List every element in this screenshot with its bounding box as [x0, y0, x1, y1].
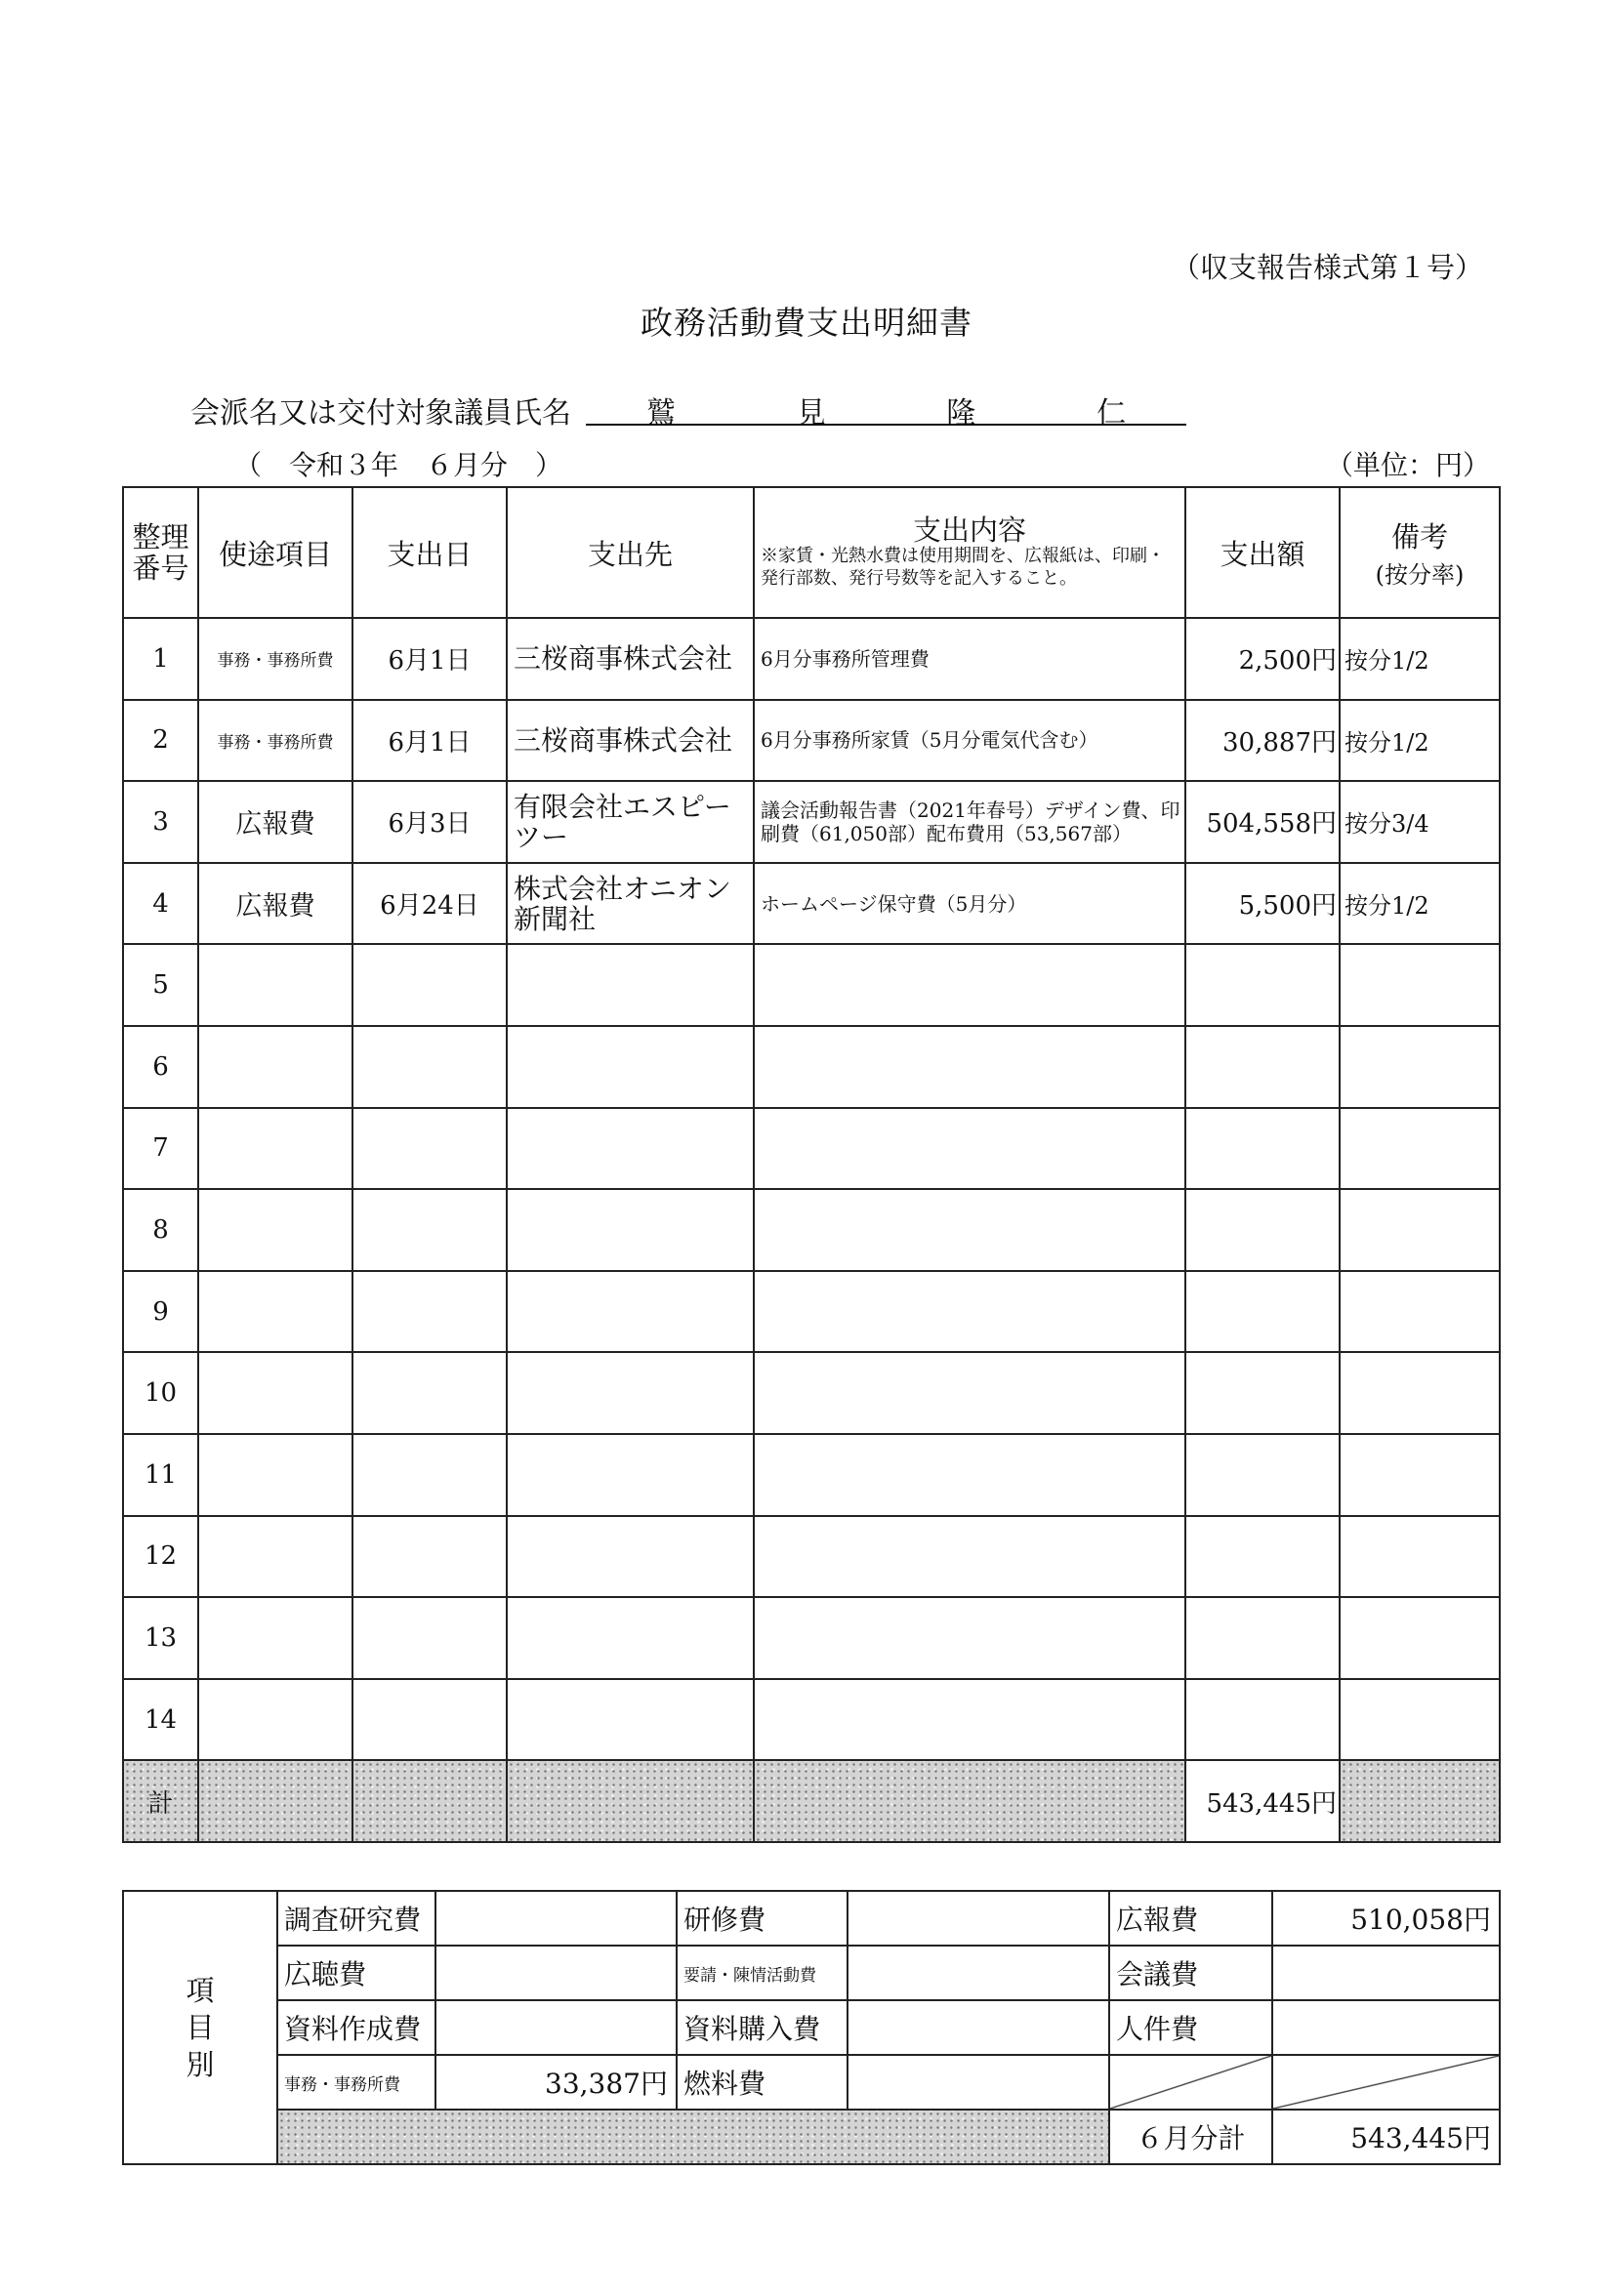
row-note: 按分1/2	[1340, 863, 1500, 945]
table-row	[123, 1189, 1500, 1271]
row-no: 10	[123, 1352, 198, 1434]
row-date	[352, 1679, 507, 1761]
document-title: 政務活動費支出明細書	[641, 304, 972, 342]
table-row	[123, 1597, 1500, 1679]
row-category	[198, 1679, 352, 1761]
total-amount: 543,445円	[1185, 1760, 1340, 1842]
doc-purchase-label: 資料購入費	[677, 2000, 848, 2055]
fuel-label: 燃料費	[677, 2055, 848, 2110]
training-value	[848, 1891, 1109, 1946]
petition-label: 要請・陳情活動費	[677, 1946, 848, 2000]
row-content	[754, 1271, 1185, 1353]
row-content	[754, 1189, 1185, 1271]
row-date	[352, 944, 507, 1026]
row-no: 9	[123, 1271, 198, 1353]
row-no: 13	[123, 1597, 198, 1679]
row-amount	[1185, 1189, 1340, 1271]
row-category: 事務・事務所費	[198, 618, 352, 700]
row-no: 1	[123, 618, 198, 700]
header-no: 整理番号	[123, 487, 198, 618]
header-content	[754, 487, 1185, 618]
row-no: 5	[123, 944, 198, 1026]
hearing-value	[435, 1946, 677, 2000]
row-no: 8	[123, 1189, 198, 1271]
month-total-label: ６月分計	[1109, 2110, 1272, 2164]
row-payee	[507, 1516, 754, 1598]
member-name	[586, 389, 1186, 431]
row-payee: 三桜商事株式会社	[507, 618, 754, 700]
expense-detail-table	[122, 486, 1501, 1843]
total-shaded-cell	[352, 1760, 507, 1842]
row-content: 6月分事務所管理費	[754, 618, 1185, 700]
row-date	[352, 1434, 507, 1516]
row-date	[352, 1516, 507, 1598]
row-category	[198, 1271, 352, 1353]
header-content-title: 支出内容	[912, 513, 1026, 547]
meeting-value	[1272, 1946, 1500, 2000]
header-category: 使途項目	[198, 487, 352, 618]
table-row	[123, 1679, 1500, 1761]
row-payee	[507, 1434, 754, 1516]
table-row	[123, 1108, 1500, 1190]
training-label: 研修費	[677, 1891, 848, 1946]
row-no: 6	[123, 1026, 198, 1108]
row-content	[754, 1352, 1185, 1434]
meeting-label: 会議費	[1109, 1946, 1272, 2000]
table-row	[123, 781, 1500, 863]
row-date: 6月24日	[352, 863, 507, 945]
total-shaded-cell	[198, 1760, 352, 1842]
table-row	[123, 944, 1500, 1026]
row-no: 4	[123, 863, 198, 945]
member-name-char: 仁	[1096, 396, 1127, 430]
summary-row	[123, 1946, 1500, 2000]
header-payee: 支出先	[507, 487, 754, 618]
row-content	[754, 1597, 1185, 1679]
month-total-value: 543,445円	[1272, 2110, 1500, 2164]
table-row	[123, 1026, 1500, 1108]
row-content	[754, 1434, 1185, 1516]
row-note	[1340, 1108, 1500, 1190]
row-no: 3	[123, 781, 198, 863]
total-shaded-cell	[1340, 1760, 1500, 1842]
diagonal-empty-cell	[1109, 2055, 1272, 2110]
row-category: 広報費	[198, 863, 352, 945]
table-row	[123, 1271, 1500, 1353]
row-content: ホームページ保守費（5月分）	[754, 863, 1185, 945]
row-category	[198, 1434, 352, 1516]
petition-value	[848, 1946, 1109, 2000]
summary-row	[123, 2000, 1500, 2055]
side-char: 目	[186, 2011, 215, 2044]
row-date: 6月1日	[352, 700, 507, 782]
row-content: 議会活動報告書（2021年春号）デザイン費、印刷費（61,050部）配布費用（53,567部）	[754, 781, 1185, 863]
row-date: 6月3日	[352, 781, 507, 863]
row-amount	[1185, 1434, 1340, 1516]
diagonal-empty-cell	[1272, 2055, 1500, 2110]
table-row	[123, 700, 1500, 782]
row-no: 14	[123, 1679, 198, 1761]
member-name-char: 見	[796, 396, 826, 430]
row-date	[352, 1108, 507, 1190]
hearing-label: 広聴費	[277, 1946, 435, 2000]
header-remarks-sub: (按分率)	[1375, 561, 1465, 589]
row-date	[352, 1597, 507, 1679]
header-remarks	[1340, 487, 1500, 618]
office-label: 事務・事務所費	[277, 2055, 435, 2110]
row-amount	[1185, 1597, 1340, 1679]
row-note	[1340, 1352, 1500, 1434]
summary-row	[123, 1891, 1500, 1946]
office-value: 33,387円	[435, 2055, 677, 2110]
personnel-value	[1272, 2000, 1500, 2055]
row-payee	[507, 1679, 754, 1761]
row-category	[198, 1026, 352, 1108]
summary-shaded-cell	[277, 2110, 1109, 2164]
row-note	[1340, 1189, 1500, 1271]
row-content	[754, 1679, 1185, 1761]
row-amount: 504,558円	[1185, 781, 1340, 863]
summary-side-label	[123, 1891, 277, 2164]
category-summary-table	[122, 1890, 1501, 2165]
row-category	[198, 944, 352, 1026]
total-label: 計	[123, 1760, 198, 1842]
pr-value: 510,058円	[1272, 1891, 1500, 1946]
table-header-row	[123, 487, 1500, 618]
row-category	[198, 1516, 352, 1598]
row-note: 按分1/2	[1340, 618, 1500, 700]
row-note	[1340, 1679, 1500, 1761]
unit-label: （単位：円）	[1326, 449, 1491, 481]
doc-making-label: 資料作成費	[277, 2000, 435, 2055]
row-amount	[1185, 944, 1340, 1026]
research-label: 調査研究費	[277, 1891, 435, 1946]
row-payee	[507, 1108, 754, 1190]
row-date	[352, 1352, 507, 1434]
header-remarks-title: 備考	[1390, 520, 1448, 554]
report-period: （ 令和３年 ６月分 ）	[234, 449, 563, 481]
pr-label: 広報費	[1109, 1891, 1272, 1946]
row-payee	[507, 1189, 754, 1271]
row-amount	[1185, 1352, 1340, 1434]
summary-total-row	[123, 2110, 1500, 2164]
row-content: 6月分事務所家賃（5月分電気代含む）	[754, 700, 1185, 782]
total-shaded-cell	[754, 1760, 1185, 1842]
research-value	[435, 1891, 677, 1946]
table-row	[123, 863, 1500, 945]
row-content	[754, 1026, 1185, 1108]
row-amount	[1185, 1108, 1340, 1190]
doc-making-value	[435, 2000, 677, 2055]
row-category: 広報費	[198, 781, 352, 863]
row-amount: 30,887円	[1185, 700, 1340, 782]
doc-purchase-value	[848, 2000, 1109, 2055]
name-label: 会派名又は交付対象議員氏名	[190, 396, 571, 430]
row-amount	[1185, 1679, 1340, 1761]
row-date: 6月1日	[352, 618, 507, 700]
row-content	[754, 944, 1185, 1026]
row-no: 2	[123, 700, 198, 782]
table-row	[123, 1352, 1500, 1434]
row-content	[754, 1108, 1185, 1190]
row-note	[1340, 1026, 1500, 1108]
header-content-note: ※家賃・光熱水費は使用期間を、広報紙は、印刷・発行部数、発行号数等を記入すること。	[761, 546, 1165, 589]
member-name-char: 鷲	[645, 396, 676, 430]
row-payee	[507, 1271, 754, 1353]
row-payee	[507, 1026, 754, 1108]
row-payee	[507, 1597, 754, 1679]
row-note	[1340, 944, 1500, 1026]
row-category: 事務・事務所費	[198, 700, 352, 782]
row-amount	[1185, 1271, 1340, 1353]
row-content	[754, 1516, 1185, 1598]
row-category	[198, 1108, 352, 1190]
row-payee: 株式会社オニオン新聞社	[507, 863, 754, 945]
header-amount: 支出額	[1185, 487, 1340, 618]
row-amount	[1185, 1516, 1340, 1598]
row-note: 按分1/2	[1340, 700, 1500, 782]
row-amount: 2,500円	[1185, 618, 1340, 700]
table-row	[123, 1516, 1500, 1598]
row-no: 7	[123, 1108, 198, 1190]
side-char: 項	[186, 1974, 215, 2007]
row-note	[1340, 1516, 1500, 1598]
row-category	[198, 1597, 352, 1679]
row-note	[1340, 1271, 1500, 1353]
header-date: 支出日	[352, 487, 507, 618]
row-payee	[507, 944, 754, 1026]
row-date	[352, 1026, 507, 1108]
table-row	[123, 618, 1500, 700]
row-amount: 5,500円	[1185, 863, 1340, 945]
row-note: 按分3/4	[1340, 781, 1500, 863]
row-payee: 有限会社エスピーツー	[507, 781, 754, 863]
personnel-label: 人件費	[1109, 2000, 1272, 2055]
table-row	[123, 1434, 1500, 1516]
row-category	[198, 1189, 352, 1271]
side-char: 別	[186, 2048, 215, 2081]
member-name-char: 隆	[946, 396, 976, 430]
form-number: （収支報告様式第１号）	[1172, 251, 1484, 284]
row-payee	[507, 1352, 754, 1434]
summary-row	[123, 2055, 1500, 2110]
row-payee: 三桜商事株式会社	[507, 700, 754, 782]
row-category	[198, 1352, 352, 1434]
row-note	[1340, 1597, 1500, 1679]
row-note	[1340, 1434, 1500, 1516]
row-no: 12	[123, 1516, 198, 1598]
total-shaded-cell	[507, 1760, 754, 1842]
total-row	[123, 1760, 1500, 1842]
row-no: 11	[123, 1434, 198, 1516]
row-amount	[1185, 1026, 1340, 1108]
fuel-value	[848, 2055, 1109, 2110]
row-date	[352, 1271, 507, 1353]
row-date	[352, 1189, 507, 1271]
